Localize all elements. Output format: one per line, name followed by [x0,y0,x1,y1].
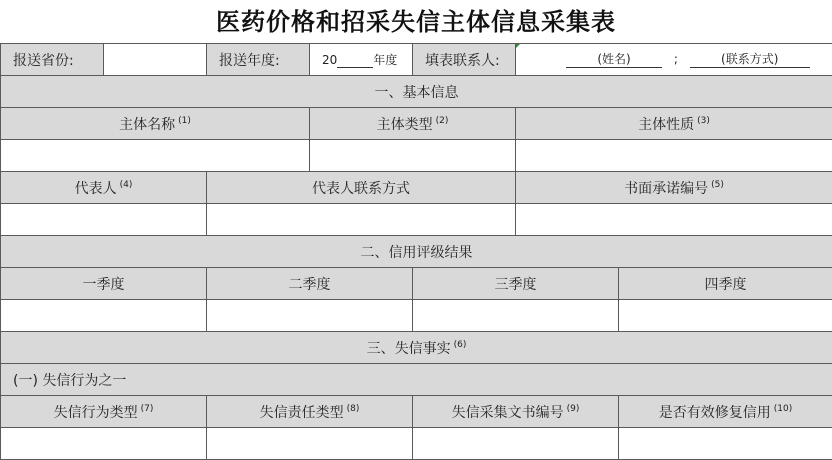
year-input[interactable] [337,52,373,68]
quarter-header-3: 三季度 [413,268,619,300]
year-prefix: 20 [322,53,337,67]
responsibility-type-header: 失信责任类型 $^{(8)}$ [207,396,413,428]
section-basic-info: 一、基本信息 [1,76,832,108]
representative-input[interactable] [1,204,207,236]
phone-hint: (联系方式) [721,52,778,66]
commitment-number-input[interactable] [516,204,832,236]
entity-type-header: 主体类型 $^{(2)}$ [310,108,516,140]
quarter-input-4[interactable] [619,300,832,332]
name-hint: (姓名) [597,52,630,66]
representative-contact-header: 代表人联系方式 [207,172,516,204]
entity-name-header: 主体名称 $^{(1)}$ [1,108,310,140]
contact-phone-input[interactable] [690,52,810,68]
quarter-input-3[interactable] [413,300,619,332]
quarter-input-2[interactable] [207,300,413,332]
representative-contact-input[interactable] [207,204,516,236]
commitment-number-header: 书面承诺编号 $^{(5)}$ [516,172,832,204]
info-collection-form [0,43,832,460]
subsection-dishonest-behavior-1: (一) 失信行为之一 [1,364,832,396]
contact-separator: ; [674,52,678,66]
quarter-header-4: 四季度 [619,268,832,300]
behavior-type-input[interactable] [1,428,207,460]
responsibility-type-input[interactable] [207,428,413,460]
year-suffix: 年度 [373,53,397,67]
behavior-type-header: 失信行为类型 $^{(7)}$ [1,396,207,428]
year-field[interactable] [310,44,413,76]
province-input[interactable] [104,44,207,76]
quarter-header-2: 二季度 [207,268,413,300]
quarter-input-1[interactable] [1,300,207,332]
form-title: 医药价格和招采失信主体信息采集表 [0,0,832,44]
contact-field[interactable] [516,44,832,76]
entity-nature-header: 主体性质 $^{(3)}$ [516,108,832,140]
entity-type-input[interactable] [310,140,516,172]
province-label: 报送省份: [1,44,104,76]
credit-repair-input[interactable] [619,428,832,460]
contact-name-input[interactable] [566,52,662,68]
document-number-input[interactable] [413,428,619,460]
entity-nature-input[interactable] [516,140,832,172]
document-number-header: 失信采集文书编号 $^{(9)}$ [413,396,619,428]
entity-name-input[interactable] [1,140,310,172]
section-dishonesty-facts: 三、失信事实 $^{(6)}$ [1,332,832,364]
credit-repair-header: 是否有效修复信用 $^{(10)}$ [619,396,832,428]
contact-label: 填表联系人: [413,44,516,76]
year-label: 报送年度: [207,44,310,76]
representative-header: 代表人 $^{(4)}$ [1,172,207,204]
quarter-header-1: 一季度 [1,268,207,300]
section-credit-rating: 二、信用评级结果 [1,236,832,268]
